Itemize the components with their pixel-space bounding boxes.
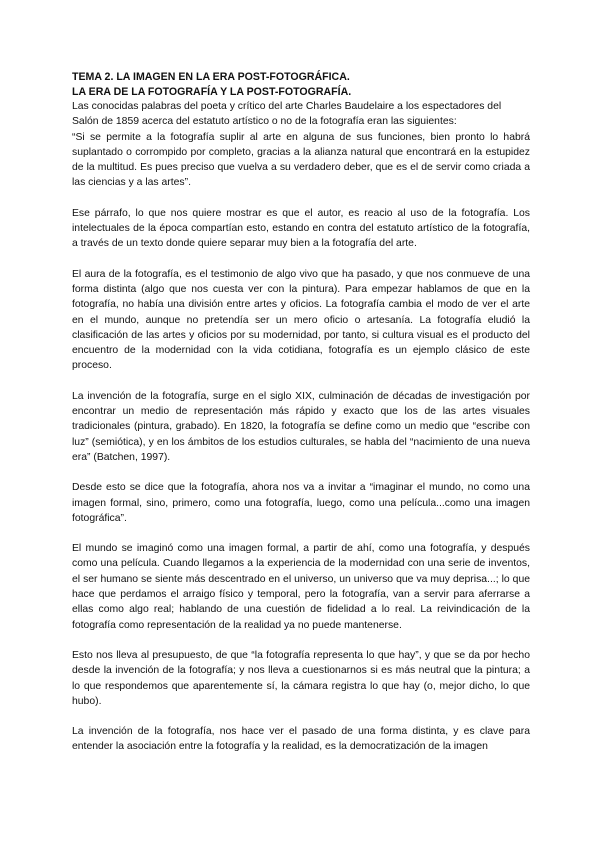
paragraph: La invención de la fotografía, surge en el siglo XIX, culminación de décadas de investigación por encontrar un medio de representación más rápido y exacto que los de las artes visuales tradicionales (pintura, grabado). En 1820, la fotografía se define como un medio que “escribe con luz” (semiótica), y en los ámbitos de los estudios culturales, se habla del “nacimiento de una nueva era” (Batchen, 1997).	[72, 390, 530, 463]
paragraph: La invención de la fotografía, nos hace ver el pasado de una forma distinta, y es clave para entender la asociación entre la fotografía y la realidad, es la democratización de la imagen	[72, 726, 530, 753]
paragraph: Ese párrafo, lo que nos quiere mostrar es que el autor, es reacio al uso de la fotografía. Los intelectuales de la época compartían esto, estando en contra del estatuto artístico de la fotografía, a través de un texto donde quiere separar muy bien a la fotografía del arte.	[72, 207, 530, 250]
paragraph-intro: Las conocidas palabras del poeta y crítico del arte Charles Baudelaire a los espectadores del Salón de 1859 acerca del estatuto artístico o no de la fotografía eran las siguientes:	[72, 101, 502, 128]
paragraph-quote: “Si se permite a la fotografía suplir al arte en alguna de sus funciones, bien pronto lo habrá suplantado o corrompido por completo, gracias a la alianza natural que encontrará en la estupidez de la multitud. Es pues preciso que vuelva a su verdadero deber, que es el de servir como criada a las ciencias y a las artes”.	[72, 131, 530, 189]
document-title-line-2: LA ERA DE LA FOTOGRAFÍA Y LA POST-FOTOGRAFÍA.	[72, 85, 352, 98]
paragraph: Desde esto se dice que la fotografía, ahora nos va a invitar a “imaginar el mundo, no como una imagen formal, sino, primero, como una fotografía, luego, como una película...como una imagen fotográfica”.	[72, 482, 530, 524]
document-title-line-1: TEMA 2. LA IMAGEN EN LA ERA POST-FOTOGRÁFICA.	[72, 71, 350, 83]
paragraph: El mundo se imaginó como una imagen formal, a partir de ahí, como una fotografía, y después como una película. Cuando llegamos a la experiencia de la modernidad con una serie de inventos, el ser humano se siente más descentrado en el universo, un universo que va muy deprisa...; lo que hace que perdamos el arraigo físico y temporal, pero la fotografía, van a servir para aferrarse a ellas como algo real; hablando de una cuestión de fidelidad a lo real. La reivindicación de la fotografía como representación de la realidad ya no puede mantenerse.	[72, 543, 530, 631]
document-page	[72, 70, 530, 755]
paragraph: Esto nos lleva al presupuesto, de que “la fotografía representa lo que hay”, y que se da por hecho desde la invención de la fotografía; y nos lleva a cuestionarnos si es más neutral que la pintura; a lo que respondemos que aparentemente sí, la cámara registra lo que hay (o, mejor dicho, lo que hubo).	[72, 649, 530, 707]
paragraph: El aura de la fotografía, es el testimonio de algo vivo que ha pasado, y que nos conmueve de una forma distinta (algo que nos cuesta ver con la pintura). Para empezar hablamos de que en la fotografía, no había una división entre artes y oficios. La fotografía cambia el modo de ver el arte en el mundo, aunque no pretendía ser un mero oficio o artesanía. La fotografía eludió la clasificación de las artes y oficios por su modernidad, por tanto, si cultura visual es el producto del encuentro de la modernidad con la vida cotidiana, fotografía es un ejemplo clásico de este proceso.	[72, 268, 530, 372]
